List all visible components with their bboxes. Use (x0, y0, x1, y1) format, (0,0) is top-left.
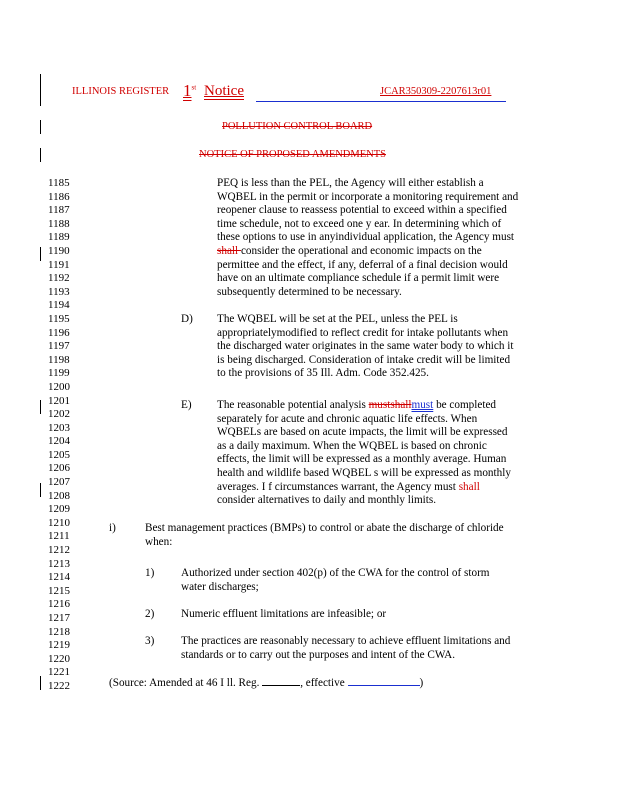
line-number: 1216 (48, 598, 70, 611)
source-note: (Source: Amended at 46 I ll. Reg. , effective ) (109, 677, 424, 689)
header-rule (256, 101, 506, 102)
paragraph-i: Best management practices (BMPs) to control or abate the discharge of chloride when: (145, 522, 504, 548)
line-number: 1194 (48, 299, 70, 312)
deleted-text: mustshall (368, 399, 412, 411)
line-number: 1200 (48, 380, 70, 393)
line-number: 1198 (48, 353, 70, 366)
line-number: 1215 (48, 584, 70, 597)
line-number: 1189 (48, 231, 70, 244)
line-number: 1197 (48, 340, 70, 353)
change-bar (40, 483, 41, 497)
jcar-code: JCAR350309-2207613r01 (380, 86, 492, 97)
line-number: 1220 (48, 652, 70, 665)
deleted-text: shall (217, 244, 241, 257)
line-number: 1188 (48, 217, 70, 230)
paragraph-i-label: i) (109, 522, 116, 534)
line-number: 1213 (48, 557, 70, 570)
line-number: 1207 (48, 476, 70, 489)
line-number: 1201 (48, 394, 70, 407)
line-number-column (48, 177, 88, 694)
item-1-label: 1) (145, 567, 155, 579)
paragraph-c-continuation: PEQ is less than the PEL, the Agency will either establish a WQBEL in the permit or incorporate a monitoring requirement and reopener clause to reassess potential to exceed within a specified time schedule, not to exceed one y ear. In determining which of these options to use in anyindividual application, the Agency must shall consider the operational and economic impacts on the permittee and the effect, if any, deferral of a final decision would have on an ultimate compliance schedule if a permit limit were subsequently determined to be necessary. (217, 177, 519, 298)
change-bar (40, 676, 41, 690)
line-number: 1195 (48, 312, 70, 325)
line-number: 1186 (48, 190, 70, 203)
line-number: 1196 (48, 326, 70, 339)
line-number: 1206 (48, 462, 70, 475)
change-bar (40, 400, 41, 414)
line-number: 1205 (48, 448, 70, 461)
line-number: 1209 (48, 503, 70, 516)
agency-title: POLLUTION CONTROL BOARD (222, 121, 373, 132)
page-number: 1st (183, 81, 197, 100)
line-number: 1221 (48, 666, 70, 679)
paragraph-d-label: D) (181, 313, 193, 325)
notice-label: Notice (204, 83, 244, 99)
line-number: 1219 (48, 639, 70, 652)
line-number: 1193 (48, 285, 70, 298)
line-number: 1210 (48, 516, 70, 529)
change-bar (40, 247, 41, 261)
line-number: 1204 (48, 435, 70, 448)
item-3: The practices are reasonably necessary to achieve effluent limitations and standards or to carry out the purposes and intent of the CWA. (181, 635, 511, 661)
line-number: 1199 (48, 367, 70, 380)
line-number: 1208 (48, 489, 70, 502)
inserted-text: must (411, 399, 434, 411)
item-3-label: 3) (145, 635, 155, 647)
line-number: 1190 (48, 244, 70, 257)
line-number: 1202 (48, 408, 70, 421)
line-number: 1203 (48, 421, 70, 434)
line-number: 1191 (48, 258, 70, 271)
item-2: Numeric effluent limitations are infeasible; or (181, 608, 387, 620)
line-number: 1212 (48, 544, 70, 557)
change-bar (40, 148, 41, 162)
line-number: 1214 (48, 571, 70, 584)
line-number: 1187 (48, 204, 70, 217)
paragraph-e: The reasonable potential analysis mustshallmust be completed separately for acute and chronic aquatic life effects. When WQBELs are based on acute impacts, the limit will be expressed as a daily maximum. When the WQBEL is based on chronic effects, the limit will be expressed as a monthly average. Human health and wildlife based WQBEL s will be expressed as monthly averages. I f circumstances warrant, the Agency must shall consider alternatives to daily and monthly limits. (217, 399, 511, 507)
item-2-label: 2) (145, 608, 155, 620)
line-number: 1218 (48, 625, 70, 638)
line-number: 1211 (48, 530, 70, 543)
line-number: 1222 (48, 679, 70, 692)
change-bar (40, 120, 41, 134)
item-1: Authorized under section 402(p) of the CWA for the control of storm water discharges; (181, 567, 490, 593)
line-number: 1185 (48, 177, 70, 189)
change-bar (40, 74, 41, 106)
register-title: ILLINOIS REGISTER (72, 86, 170, 97)
line-number: 1192 (48, 272, 70, 285)
notice-type-title: NOTICE OF PROPOSED AMENDMENTS (199, 149, 386, 160)
paragraph-e-label: E) (181, 399, 192, 411)
inserted-text: shall (458, 480, 480, 493)
paragraph-d: The WQBEL will be set at the PEL, unless the PEL is appropriatelymodified to reflect credit for intake pollutants when the discharged water originates in the same water body to which it is being discharged. Consideration of intake credit will be limited to the provisions of 35 Ill. Adm. Code 352.425. (217, 313, 514, 380)
line-number: 1217 (48, 612, 70, 624)
